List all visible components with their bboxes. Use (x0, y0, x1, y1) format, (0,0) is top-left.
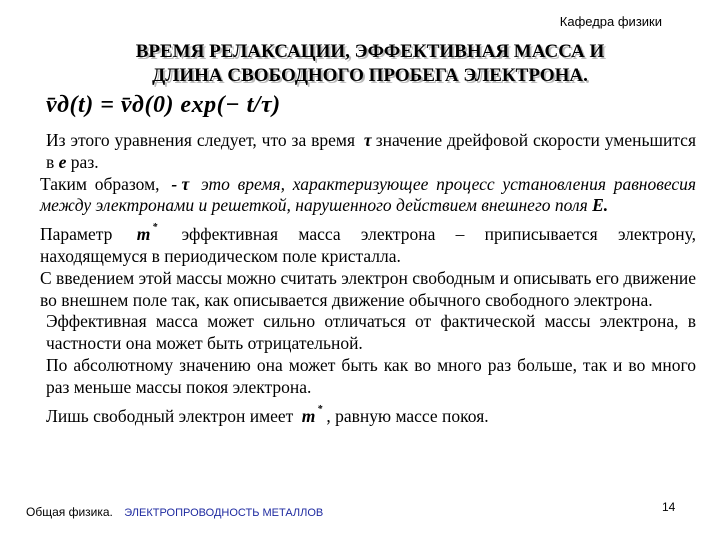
paragraph-2 (40, 174, 696, 218)
paragraph-1 (40, 130, 696, 174)
m-symbol: m (136, 224, 151, 245)
department-header: Кафедра физики (559, 14, 662, 29)
paragraph-7-text-b: , равную массе покоя. (326, 405, 489, 426)
effective-mass-symbol (137, 217, 158, 246)
m-symbol-2: m (301, 405, 316, 426)
paragraph-5: Эффективная масса может сильно отличаться от фактической массы электрона, в частности она может быть отрицательной. (46, 311, 696, 354)
effective-mass-symbol-2 (302, 399, 323, 428)
title-line-2: ДЛИНА СВОБОДНОГО ПРОБЕГА ЭЛЕКТРОНА. (152, 65, 588, 86)
paragraph-1-text-a: Из этого уравнения следует, что за время (46, 130, 356, 150)
star-superscript-2: * (317, 403, 323, 415)
footer-course: Общая физика. (26, 505, 113, 519)
paragraph-2-text-a: Таким образом, (40, 173, 160, 194)
field-symbol: E. (592, 195, 609, 216)
tau-symbol: τ (363, 130, 372, 150)
relaxation-formula: v̄д(t) = v̄д(0) exp(− t/τ) (46, 92, 281, 118)
paragraph-7 (40, 399, 696, 428)
tau-symbol-2: - τ (171, 173, 190, 194)
e-symbol: e (58, 151, 67, 172)
slide-body (40, 130, 696, 427)
footer-topic: ЭЛЕКТРОПРОВОДНОСТЬ МЕТАЛЛОВ (124, 507, 324, 519)
footer (26, 505, 323, 519)
star-superscript: * (152, 222, 158, 234)
paragraph-2-text-b: это время, характеризующее процесс установления равновесия между электронами и решеткой, нарушенного действием внешнего поля (40, 173, 697, 216)
paragraph-1-text-c: раз. (70, 151, 99, 172)
paragraph-4: С введением этой массы можно считать электрон свободным и описывать его движение во внешнем поле так, как описывается движение обычного свободного электрона. (40, 267, 696, 310)
page-number: 14 (662, 500, 676, 514)
title-line-1: ВРЕМЯ РЕЛАКСАЦИИ, ЭФФЕКТИВНАЯ МАССА И (135, 41, 605, 62)
paragraph-3 (40, 217, 696, 268)
paragraph-3-text-a: Параметр (40, 224, 113, 245)
paragraph-7-text-a: Лишь свободный электрон имеет (46, 405, 294, 426)
slide-title (40, 40, 700, 88)
paragraph-3-text-b: эффективная масса электрона – приписывается электрону, находящемуся в периодическом поле кристалла. (40, 224, 697, 266)
paragraph-1-text-b: значение дрейфовой скорости уменьшится в (46, 130, 697, 172)
paragraph-6: По абсолютному значению она может быть как во много раз больше, так и во много раз меньше массы покоя электрона. (46, 354, 696, 397)
